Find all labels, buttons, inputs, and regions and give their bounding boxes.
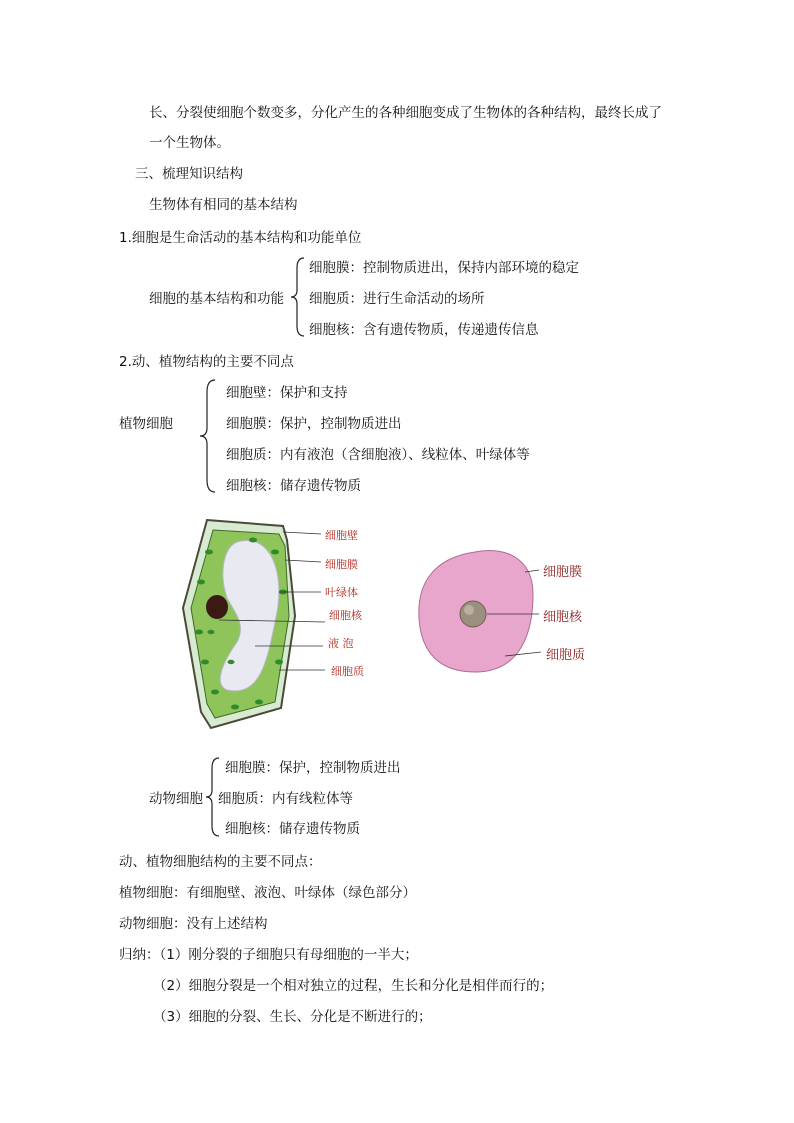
plant-label-membrane: 细胞膜 <box>325 558 358 571</box>
animal-item: 细胞膜：保护，控制物质进出 <box>225 760 401 776</box>
point2-heading: 2.动、植物结构的主要不同点 <box>119 354 294 370</box>
plant-label-chloroplast: 叶绿体 <box>325 586 358 599</box>
animal-label-membrane: 细胞膜 <box>543 565 583 580</box>
plant-label-vacuole: 液 泡 <box>328 637 354 650</box>
point1-item: 细胞核：含有遗传物质，传递遗传信息 <box>309 322 539 338</box>
conclusion-1: 归纳：（1）刚分裂的子细胞只有母细胞的一半大； <box>119 947 418 963</box>
basic-structure-label: 细胞的基本结构和功能 <box>149 291 284 307</box>
animal-cell-label: 动物细胞 <box>149 791 203 807</box>
plant-cell-label: 植物细胞 <box>119 416 173 432</box>
conclusion-3: （3）细胞的分裂、生长、分化是不断进行的； <box>153 1009 432 1025</box>
plant-label-wall: 细胞壁 <box>325 529 358 542</box>
plant-item: 细胞壁：保护和支持 <box>226 385 348 401</box>
point1-item: 细胞膜：控制物质进出，保持内部环境的稳定 <box>309 260 579 276</box>
conclusion-2: （2）细胞分裂是一个相对独立的过程，生长和分化是相伴而行的； <box>153 978 554 994</box>
summary-plant: 植物细胞：有细胞壁、液泡、叶绿体（绿色部分） <box>119 885 416 901</box>
plant-item: 细胞质：内有液泡（含细胞液）、线粒体、叶绿体等 <box>226 447 530 463</box>
summary-heading: 动、植物细胞结构的主要不同点： <box>119 854 322 870</box>
animal-label-nucleus: 细胞核 <box>543 610 583 625</box>
animal-item: 细胞质：内有线粒体等 <box>218 791 353 807</box>
plant-cell-diagram <box>175 512 390 734</box>
animal-nucleus <box>460 601 486 627</box>
summary-animal: 动物细胞：没有上述结构 <box>119 916 268 932</box>
brace-plant <box>198 378 218 494</box>
plant-item: 细胞膜：保护，控制物质进出 <box>226 416 402 432</box>
point1-heading: 1.细胞是生命活动的基本结构和功能单位 <box>119 230 362 246</box>
animal-item: 细胞核：储存遗传物质 <box>225 821 360 837</box>
intro-line-2: 一个生物体。 <box>149 135 230 151</box>
brace-point1 <box>289 256 307 338</box>
plant-item: 细胞核：储存遗传物质 <box>226 478 361 494</box>
animal-label-cytoplasm: 细胞质 <box>546 648 586 663</box>
plant-label-nucleus: 细胞核 <box>329 609 362 622</box>
subtitle: 生物体有相同的基本结构 <box>149 197 298 213</box>
plant-label-cytoplasm: 细胞质 <box>331 665 364 678</box>
point1-item: 细胞质：进行生命活动的场所 <box>309 291 485 307</box>
section-title: 三、梳理知识结构 <box>135 166 243 182</box>
nucleus <box>206 595 228 619</box>
intro-line-1: 长、分裂使细胞个数变多，分化产生的各种细胞变成了生物体的各种结构，最终长成了 <box>149 105 662 121</box>
